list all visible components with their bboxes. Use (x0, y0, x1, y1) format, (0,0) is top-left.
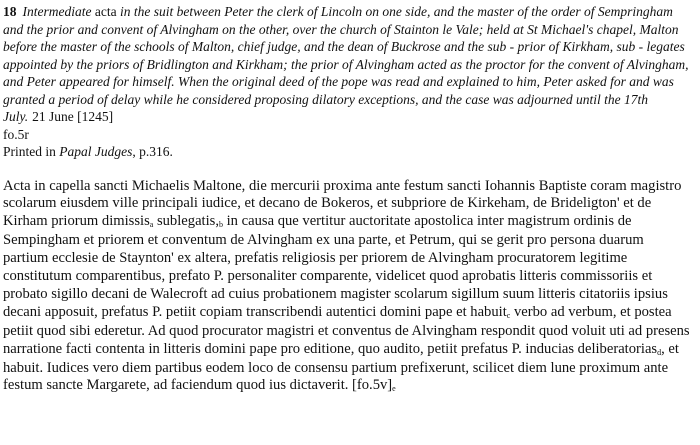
latin-segment: verbo ad verbum, et postea petiit quod sibi ederetur. Ad quod procurator magistri et conventus de Alvingham respondit quod voluit uti ad presens narratione facti contenta in litteris domini pape pro editione, quo audito, petiit prefatus P. inducias deliberatorias (3, 303, 690, 357)
summary-text: Intermediate (22, 4, 95, 19)
note-marker: c (506, 310, 511, 320)
calendar-entry (0, 3, 690, 126)
entry-date: 21 June [1245] (32, 109, 114, 124)
note-marker: b (218, 220, 223, 230)
printed-suffix: , p.316. (132, 144, 173, 159)
latin-segment: Acta in capella sancti Michaelis Maltone, die mercurii proxima ante festum sancti Iohannis Baptiste coram magistro scolarum eiusdem ville principali iudice, et decano de Bokeros, et subpriore de Kirkeham, de Brideligton' et de Kirham priorum dimissis (3, 177, 682, 230)
latin-segment: , et habuit. Iudices vero diem partibus eodem loco de consensu partium prefixerunt, scilicet diem lune proximum ante festum sancte Margarete, ad faciendum quod ius dictaverit. [fo.5v] (3, 340, 679, 394)
printed-prefix: Printed in (3, 144, 60, 159)
latin-segment: sublegatis, (153, 213, 219, 230)
latin-text (0, 161, 690, 397)
entry-summary (3, 4, 689, 124)
charter-page (0, 3, 690, 396)
folio-reference: fo.5r (3, 126, 29, 142)
summary-text: in the suit between Peter the clerk of Lincoln on one side, and the master of the order of Sempringham and the prior and convent of Alvingham on the other, over the church of Stainton le Vale; held at St Michael's chapel, Malton before the master of the schools of Malton, chief judge, and the dean of Buckrose and the sub - prior of Kirkham, sub - legates appointed by the priors of Bridlington and Kirkham; the prior of Alvingham acted as the proctor for the convent of Alvingham, and Peter appeared for himself. When the original deed of the pope was read and explained to him, Peter asked for and was granted a period of delay while he considered proposing dilatory exceptions, and the case was adjourned until the 17th July. (3, 4, 689, 124)
note-marker: a (149, 220, 154, 230)
printed-in-line (0, 143, 690, 161)
summary-acta-word: acta (94, 4, 117, 19)
publication-title: Papal Judges (59, 144, 133, 159)
latin-segment: in causa que vertitur auctoritate apostolica inter magistrum ordinis de Sempingham et priorem et conventum de Alvingham ex una parte, et Petrum, qui se gerit pro persona duarum partium ecclesie de Staynton' ex altera, prefatis religiosis per priorem de Alvingham procuratorem legitime constitutum comparentibus, prefato P. personaliter comparente, videlicet quod aprobatis litteris commissoriis et probato sigillo decani de Walecroft ad cuius probationem magister scolarum sigillum suum litteris citatoriis ipsius decani apposuit, prefatus P. petiit copiam transcribendi autentici domini pape et habuit (3, 213, 668, 320)
note-marker: d (657, 347, 662, 357)
entry-number: 18 (3, 4, 17, 19)
note-marker: e (392, 384, 396, 394)
